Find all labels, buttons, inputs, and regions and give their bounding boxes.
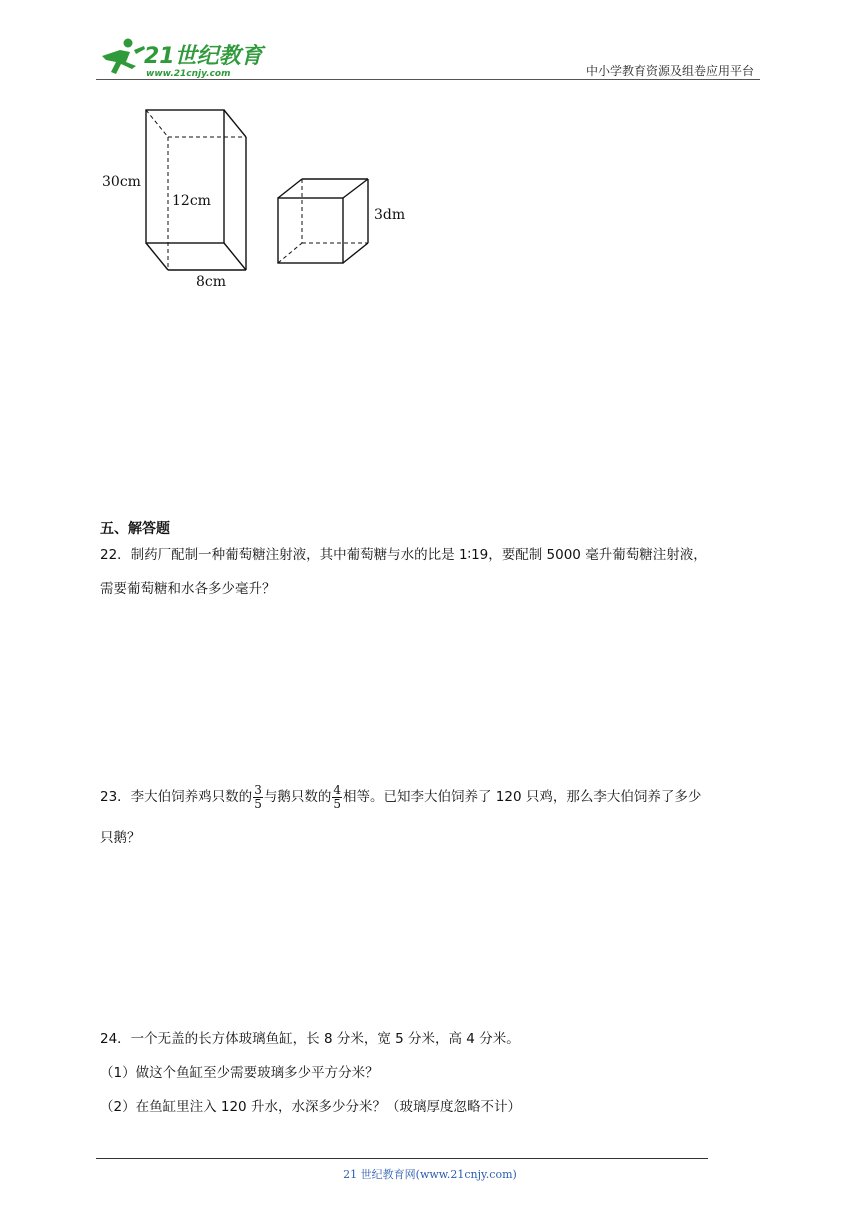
q23-fraction-2 xyxy=(332,784,342,811)
footer-text: 21 世纪教育网(www.21cnjy.com) xyxy=(343,1168,517,1181)
q23-fraction-1 xyxy=(253,784,263,811)
logo-text: 21世纪教育 xyxy=(144,44,263,69)
header-divider xyxy=(96,79,760,80)
logo-url: www.21cnjy.com xyxy=(146,69,231,79)
cuboid-height-label: 30cm xyxy=(102,174,141,190)
q23-text-part2: 与鹅只数的 xyxy=(263,789,332,805)
cuboid-figure xyxy=(146,110,246,270)
q23-line1 xyxy=(100,780,701,814)
q23-frac2-numerator: 4 xyxy=(333,782,341,797)
cuboid-width-label: 8cm xyxy=(196,274,227,290)
header-platform-text: 中小学教育资源及组卷应用平台 xyxy=(585,64,754,78)
cube-edge-label: 3dm xyxy=(374,207,406,223)
cuboid-depth-label: 12cm xyxy=(172,193,211,209)
q23-text-part1: 23．李大伯饲养鸡只数的 xyxy=(100,789,253,805)
q23-frac1-numerator: 3 xyxy=(254,782,262,797)
q24-line1: 24．一个无盖的长方体玻璃鱼缸，长 8 分米，宽 5 分米，高 4 分米。 xyxy=(100,1031,520,1047)
q22-line1: 22．制药厂配制一种葡萄糖注射液，其中葡萄糖与水的比是 1∶19，要配制 5000 毫升葡萄糖注射液， xyxy=(100,547,707,563)
q23-frac2-denominator: 5 xyxy=(333,796,341,811)
cube-figure xyxy=(278,179,368,263)
q24-sub2: （2）在鱼缸里注入 120 升水，水深多少分米？（玻璃厚度忽略不计） xyxy=(100,1099,521,1115)
section-title: 五、解答题 xyxy=(100,521,170,537)
footer-divider xyxy=(96,1158,708,1159)
q22-line2: 需要葡萄糖和水各多少毫升？ xyxy=(100,581,276,597)
geometry-figures xyxy=(96,100,426,300)
site-logo xyxy=(96,36,266,80)
q24-sub1: （1）做这个鱼缸至少需要玻璃多少平方分米？ xyxy=(100,1065,379,1081)
q23-text-part3: 相等。已知李大伯饲养了 120 只鸡，那么李大伯饲养了多少 xyxy=(342,789,702,805)
q23-frac1-denominator: 5 xyxy=(254,796,262,811)
q23-line2: 只鹅？ xyxy=(100,830,141,846)
runner-icon xyxy=(102,39,145,75)
